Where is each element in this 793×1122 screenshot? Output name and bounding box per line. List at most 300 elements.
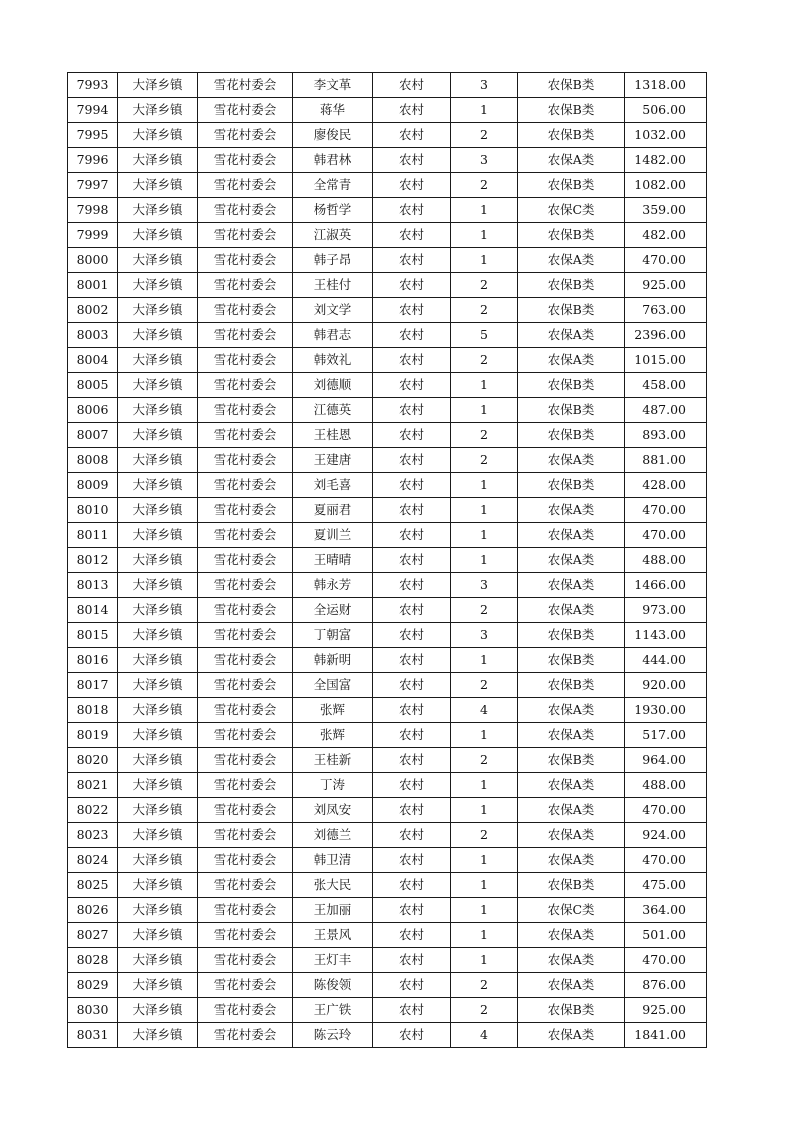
person-name-cell: 韩子昂 xyxy=(293,248,373,273)
table-row xyxy=(68,673,707,698)
amount-cell: 1082.00 xyxy=(625,173,707,198)
insurance-category-cell: 农保B类 xyxy=(518,473,625,498)
residence-type-cell: 农村 xyxy=(373,323,451,348)
record-number-cell: 8020 xyxy=(68,748,118,773)
household-count-cell: 2 xyxy=(451,973,518,998)
record-number-cell: 8029 xyxy=(68,973,118,998)
person-name-cell: 王桂新 xyxy=(293,748,373,773)
household-count-cell: 1 xyxy=(451,548,518,573)
record-number-cell: 8016 xyxy=(68,648,118,673)
amount-cell: 1143.00 xyxy=(625,623,707,648)
village-committee-cell: 雪花村委会 xyxy=(198,648,293,673)
household-count-cell: 2 xyxy=(451,673,518,698)
record-number-cell: 8006 xyxy=(68,398,118,423)
table-row xyxy=(68,798,707,823)
amount-cell: 470.00 xyxy=(625,498,707,523)
record-number-cell: 7993 xyxy=(68,73,118,98)
table-row xyxy=(68,598,707,623)
record-number-cell: 8001 xyxy=(68,273,118,298)
amount-cell: 893.00 xyxy=(625,423,707,448)
table-row xyxy=(68,773,707,798)
township-cell: 大泽乡镇 xyxy=(118,723,198,748)
insurance-category-cell: 农保A类 xyxy=(518,448,625,473)
household-count-cell: 1 xyxy=(451,523,518,548)
township-cell: 大泽乡镇 xyxy=(118,348,198,373)
record-number-cell: 8004 xyxy=(68,348,118,373)
insurance-category-cell: 农保B类 xyxy=(518,673,625,698)
residence-type-cell: 农村 xyxy=(373,998,451,1023)
table-row xyxy=(68,948,707,973)
amount-cell: 359.00 xyxy=(625,198,707,223)
insurance-category-cell: 农保A类 xyxy=(518,498,625,523)
household-count-cell: 2 xyxy=(451,173,518,198)
township-cell: 大泽乡镇 xyxy=(118,598,198,623)
amount-cell: 470.00 xyxy=(625,248,707,273)
record-number-cell: 7999 xyxy=(68,223,118,248)
person-name-cell: 王灯丰 xyxy=(293,948,373,973)
table-row xyxy=(68,448,707,473)
household-count-cell: 1 xyxy=(451,898,518,923)
person-name-cell: 韩永芳 xyxy=(293,573,373,598)
table-row xyxy=(68,198,707,223)
village-committee-cell: 雪花村委会 xyxy=(198,173,293,198)
record-number-cell: 8022 xyxy=(68,798,118,823)
residence-type-cell: 农村 xyxy=(373,648,451,673)
insurance-category-cell: 农保A类 xyxy=(518,323,625,348)
record-number-cell: 7998 xyxy=(68,198,118,223)
insurance-category-cell: 农保A类 xyxy=(518,798,625,823)
amount-cell: 470.00 xyxy=(625,948,707,973)
record-number-cell: 8014 xyxy=(68,598,118,623)
person-name-cell: 全常青 xyxy=(293,173,373,198)
household-count-cell: 1 xyxy=(451,398,518,423)
insurance-category-cell: 农保A类 xyxy=(518,923,625,948)
table-row xyxy=(68,273,707,298)
insurance-category-cell: 农保A类 xyxy=(518,723,625,748)
table-row xyxy=(68,148,707,173)
amount-cell: 517.00 xyxy=(625,723,707,748)
amount-cell: 920.00 xyxy=(625,673,707,698)
residence-type-cell: 农村 xyxy=(373,398,451,423)
village-committee-cell: 雪花村委会 xyxy=(198,1023,293,1048)
amount-cell: 364.00 xyxy=(625,898,707,923)
residence-type-cell: 农村 xyxy=(373,673,451,698)
person-name-cell: 陈云玲 xyxy=(293,1023,373,1048)
insurance-category-cell: 农保B类 xyxy=(518,373,625,398)
amount-cell: 925.00 xyxy=(625,273,707,298)
record-number-cell: 8018 xyxy=(68,698,118,723)
village-committee-cell: 雪花村委会 xyxy=(198,923,293,948)
insurance-category-cell: 农保B类 xyxy=(518,73,625,98)
amount-cell: 488.00 xyxy=(625,548,707,573)
person-name-cell: 王建唐 xyxy=(293,448,373,473)
record-number-cell: 8010 xyxy=(68,498,118,523)
record-number-cell: 7994 xyxy=(68,98,118,123)
residence-type-cell: 农村 xyxy=(373,573,451,598)
village-committee-cell: 雪花村委会 xyxy=(198,598,293,623)
township-cell: 大泽乡镇 xyxy=(118,748,198,773)
residence-type-cell: 农村 xyxy=(373,248,451,273)
person-name-cell: 王景风 xyxy=(293,923,373,948)
table-row xyxy=(68,648,707,673)
amount-cell: 470.00 xyxy=(625,523,707,548)
amount-cell: 487.00 xyxy=(625,398,707,423)
table-row xyxy=(68,548,707,573)
village-committee-cell: 雪花村委会 xyxy=(198,623,293,648)
person-name-cell: 王加丽 xyxy=(293,898,373,923)
household-count-cell: 2 xyxy=(451,998,518,1023)
person-name-cell: 韩君林 xyxy=(293,148,373,173)
household-count-cell: 3 xyxy=(451,148,518,173)
village-committee-cell: 雪花村委会 xyxy=(198,898,293,923)
amount-cell: 763.00 xyxy=(625,298,707,323)
residence-type-cell: 农村 xyxy=(373,948,451,973)
insurance-category-cell: 农保A类 xyxy=(518,1023,625,1048)
township-cell: 大泽乡镇 xyxy=(118,773,198,798)
insurance-category-cell: 农保A类 xyxy=(518,598,625,623)
village-committee-cell: 雪花村委会 xyxy=(198,548,293,573)
record-number-cell: 8002 xyxy=(68,298,118,323)
insurance-category-cell: 农保B类 xyxy=(518,223,625,248)
record-number-cell: 8015 xyxy=(68,623,118,648)
table-row xyxy=(68,898,707,923)
record-number-cell: 8021 xyxy=(68,773,118,798)
table-row xyxy=(68,698,707,723)
record-number-cell: 8000 xyxy=(68,248,118,273)
residence-type-cell: 农村 xyxy=(373,423,451,448)
village-committee-cell: 雪花村委会 xyxy=(198,973,293,998)
person-name-cell: 蒋华 xyxy=(293,98,373,123)
residence-type-cell: 农村 xyxy=(373,848,451,873)
amount-cell: 470.00 xyxy=(625,798,707,823)
insurance-category-cell: 农保B类 xyxy=(518,873,625,898)
insurance-category-cell: 农保B类 xyxy=(518,298,625,323)
village-committee-cell: 雪花村委会 xyxy=(198,823,293,848)
residence-type-cell: 农村 xyxy=(373,698,451,723)
village-committee-cell: 雪花村委会 xyxy=(198,298,293,323)
record-number-cell: 8003 xyxy=(68,323,118,348)
person-name-cell: 王广铁 xyxy=(293,998,373,1023)
township-cell: 大泽乡镇 xyxy=(118,673,198,698)
person-name-cell: 韩君志 xyxy=(293,323,373,348)
amount-cell: 482.00 xyxy=(625,223,707,248)
village-committee-cell: 雪花村委会 xyxy=(198,223,293,248)
person-name-cell: 江淑英 xyxy=(293,223,373,248)
insurance-category-cell: 农保A类 xyxy=(518,348,625,373)
amount-cell: 1032.00 xyxy=(625,123,707,148)
person-name-cell: 刘德顺 xyxy=(293,373,373,398)
table-row xyxy=(68,473,707,498)
table-row xyxy=(68,398,707,423)
township-cell: 大泽乡镇 xyxy=(118,198,198,223)
insurance-category-cell: 农保A类 xyxy=(518,523,625,548)
household-count-cell: 1 xyxy=(451,873,518,898)
amount-cell: 506.00 xyxy=(625,98,707,123)
village-committee-cell: 雪花村委会 xyxy=(198,248,293,273)
table-row xyxy=(68,98,707,123)
village-committee-cell: 雪花村委会 xyxy=(198,848,293,873)
residence-type-cell: 农村 xyxy=(373,598,451,623)
village-committee-cell: 雪花村委会 xyxy=(198,748,293,773)
record-number-cell: 8013 xyxy=(68,573,118,598)
insurance-category-cell: 农保B类 xyxy=(518,273,625,298)
village-committee-cell: 雪花村委会 xyxy=(198,273,293,298)
residence-type-cell: 农村 xyxy=(373,148,451,173)
village-committee-cell: 雪花村委会 xyxy=(198,873,293,898)
household-count-cell: 2 xyxy=(451,598,518,623)
residence-type-cell: 农村 xyxy=(373,973,451,998)
amount-cell: 1015.00 xyxy=(625,348,707,373)
household-count-cell: 3 xyxy=(451,573,518,598)
amount-cell: 876.00 xyxy=(625,973,707,998)
village-committee-cell: 雪花村委会 xyxy=(198,673,293,698)
village-committee-cell: 雪花村委会 xyxy=(198,198,293,223)
insurance-category-cell: 农保A类 xyxy=(518,148,625,173)
table-row xyxy=(68,323,707,348)
village-committee-cell: 雪花村委会 xyxy=(198,473,293,498)
amount-cell: 470.00 xyxy=(625,848,707,873)
village-committee-cell: 雪花村委会 xyxy=(198,998,293,1023)
table-row xyxy=(68,623,707,648)
township-cell: 大泽乡镇 xyxy=(118,73,198,98)
household-count-cell: 1 xyxy=(451,373,518,398)
residence-type-cell: 农村 xyxy=(373,873,451,898)
township-cell: 大泽乡镇 xyxy=(118,323,198,348)
record-number-cell: 8027 xyxy=(68,923,118,948)
residence-type-cell: 农村 xyxy=(373,498,451,523)
record-number-cell: 8019 xyxy=(68,723,118,748)
township-cell: 大泽乡镇 xyxy=(118,573,198,598)
township-cell: 大泽乡镇 xyxy=(118,848,198,873)
village-committee-cell: 雪花村委会 xyxy=(198,323,293,348)
record-number-cell: 8017 xyxy=(68,673,118,698)
township-cell: 大泽乡镇 xyxy=(118,473,198,498)
amount-cell: 964.00 xyxy=(625,748,707,773)
household-count-cell: 2 xyxy=(451,348,518,373)
person-name-cell: 张大民 xyxy=(293,873,373,898)
amount-cell: 501.00 xyxy=(625,923,707,948)
village-committee-cell: 雪花村委会 xyxy=(198,698,293,723)
township-cell: 大泽乡镇 xyxy=(118,898,198,923)
insurance-category-cell: 农保A类 xyxy=(518,973,625,998)
household-count-cell: 2 xyxy=(451,823,518,848)
village-committee-cell: 雪花村委会 xyxy=(198,498,293,523)
village-committee-cell: 雪花村委会 xyxy=(198,798,293,823)
village-committee-cell: 雪花村委会 xyxy=(198,948,293,973)
person-name-cell: 丁朝富 xyxy=(293,623,373,648)
village-committee-cell: 雪花村委会 xyxy=(198,723,293,748)
insurance-category-cell: 农保A类 xyxy=(518,848,625,873)
insurance-category-cell: 农保B类 xyxy=(518,623,625,648)
insurance-category-cell: 农保B类 xyxy=(518,398,625,423)
residence-type-cell: 农村 xyxy=(373,798,451,823)
person-name-cell: 张辉 xyxy=(293,723,373,748)
township-cell: 大泽乡镇 xyxy=(118,98,198,123)
township-cell: 大泽乡镇 xyxy=(118,798,198,823)
village-committee-cell: 雪花村委会 xyxy=(198,448,293,473)
amount-cell: 1482.00 xyxy=(625,148,707,173)
township-cell: 大泽乡镇 xyxy=(118,648,198,673)
household-count-cell: 2 xyxy=(451,448,518,473)
residence-type-cell: 农村 xyxy=(373,123,451,148)
table-row xyxy=(68,73,707,98)
record-number-cell: 8011 xyxy=(68,523,118,548)
person-name-cell: 杨哲学 xyxy=(293,198,373,223)
person-name-cell: 刘凤安 xyxy=(293,798,373,823)
township-cell: 大泽乡镇 xyxy=(118,448,198,473)
household-count-cell: 5 xyxy=(451,323,518,348)
table-row xyxy=(68,498,707,523)
township-cell: 大泽乡镇 xyxy=(118,548,198,573)
insurance-category-cell: 农保B类 xyxy=(518,648,625,673)
record-number-cell: 8012 xyxy=(68,548,118,573)
person-name-cell: 韩卫清 xyxy=(293,848,373,873)
residence-type-cell: 农村 xyxy=(373,523,451,548)
household-count-cell: 1 xyxy=(451,773,518,798)
insurance-category-cell: 农保A类 xyxy=(518,573,625,598)
amount-cell: 924.00 xyxy=(625,823,707,848)
record-number-cell: 8028 xyxy=(68,948,118,973)
household-count-cell: 2 xyxy=(451,273,518,298)
village-committee-cell: 雪花村委会 xyxy=(198,373,293,398)
insurance-category-cell: 农保A类 xyxy=(518,248,625,273)
table-row xyxy=(68,848,707,873)
village-committee-cell: 雪花村委会 xyxy=(198,573,293,598)
village-committee-cell: 雪花村委会 xyxy=(198,98,293,123)
table-row xyxy=(68,723,707,748)
table-row xyxy=(68,423,707,448)
township-cell: 大泽乡镇 xyxy=(118,523,198,548)
township-cell: 大泽乡镇 xyxy=(118,923,198,948)
table-row xyxy=(68,373,707,398)
record-number-cell: 7997 xyxy=(68,173,118,198)
residence-type-cell: 农村 xyxy=(373,298,451,323)
record-number-cell: 8009 xyxy=(68,473,118,498)
residence-type-cell: 农村 xyxy=(373,923,451,948)
amount-cell: 1930.00 xyxy=(625,698,707,723)
person-name-cell: 张辉 xyxy=(293,698,373,723)
township-cell: 大泽乡镇 xyxy=(118,823,198,848)
record-number-cell: 8008 xyxy=(68,448,118,473)
insurance-category-cell: 农保B类 xyxy=(518,998,625,1023)
township-cell: 大泽乡镇 xyxy=(118,223,198,248)
amount-cell: 1841.00 xyxy=(625,1023,707,1048)
village-committee-cell: 雪花村委会 xyxy=(198,148,293,173)
village-committee-cell: 雪花村委会 xyxy=(198,348,293,373)
amount-cell: 2396.00 xyxy=(625,323,707,348)
household-count-cell: 1 xyxy=(451,98,518,123)
person-name-cell: 刘毛喜 xyxy=(293,473,373,498)
residence-type-cell: 农村 xyxy=(373,223,451,248)
village-committee-cell: 雪花村委会 xyxy=(198,423,293,448)
person-name-cell: 韩效礼 xyxy=(293,348,373,373)
household-count-cell: 3 xyxy=(451,623,518,648)
residence-type-cell: 农村 xyxy=(373,73,451,98)
township-cell: 大泽乡镇 xyxy=(118,398,198,423)
insurance-category-cell: 农保B类 xyxy=(518,98,625,123)
household-count-cell: 3 xyxy=(451,73,518,98)
insurance-category-cell: 农保B类 xyxy=(518,173,625,198)
record-number-cell: 8007 xyxy=(68,423,118,448)
township-cell: 大泽乡镇 xyxy=(118,423,198,448)
residence-type-cell: 农村 xyxy=(373,773,451,798)
insurance-category-cell: 农保B类 xyxy=(518,123,625,148)
amount-cell: 925.00 xyxy=(625,998,707,1023)
table-row xyxy=(68,123,707,148)
table-row xyxy=(68,1023,707,1048)
residence-type-cell: 农村 xyxy=(373,373,451,398)
table-row xyxy=(68,173,707,198)
township-cell: 大泽乡镇 xyxy=(118,948,198,973)
residence-type-cell: 农村 xyxy=(373,198,451,223)
household-count-cell: 1 xyxy=(451,198,518,223)
township-cell: 大泽乡镇 xyxy=(118,1023,198,1048)
person-name-cell: 王晴晴 xyxy=(293,548,373,573)
person-name-cell: 韩新明 xyxy=(293,648,373,673)
amount-cell: 488.00 xyxy=(625,773,707,798)
table-row xyxy=(68,573,707,598)
person-name-cell: 夏训兰 xyxy=(293,523,373,548)
township-cell: 大泽乡镇 xyxy=(118,123,198,148)
person-name-cell: 王桂恩 xyxy=(293,423,373,448)
record-number-cell: 7996 xyxy=(68,148,118,173)
record-number-cell: 8031 xyxy=(68,1023,118,1048)
amount-cell: 444.00 xyxy=(625,648,707,673)
township-cell: 大泽乡镇 xyxy=(118,698,198,723)
residence-type-cell: 农村 xyxy=(373,98,451,123)
table-row xyxy=(68,298,707,323)
person-name-cell: 刘文学 xyxy=(293,298,373,323)
record-number-cell: 8026 xyxy=(68,898,118,923)
insurance-category-cell: 农保C类 xyxy=(518,898,625,923)
household-count-cell: 2 xyxy=(451,298,518,323)
record-number-cell: 8025 xyxy=(68,873,118,898)
household-count-cell: 1 xyxy=(451,923,518,948)
table-row xyxy=(68,248,707,273)
amount-cell: 475.00 xyxy=(625,873,707,898)
record-number-cell: 8030 xyxy=(68,998,118,1023)
insurance-category-cell: 农保A类 xyxy=(518,948,625,973)
insurance-category-cell: 农保A类 xyxy=(518,823,625,848)
amount-cell: 458.00 xyxy=(625,373,707,398)
person-name-cell: 全运财 xyxy=(293,598,373,623)
amount-cell: 428.00 xyxy=(625,473,707,498)
insurance-category-cell: 农保B类 xyxy=(518,423,625,448)
township-cell: 大泽乡镇 xyxy=(118,173,198,198)
person-name-cell: 陈俊领 xyxy=(293,973,373,998)
insurance-category-cell: 农保C类 xyxy=(518,198,625,223)
residence-type-cell: 农村 xyxy=(373,473,451,498)
table-row xyxy=(68,998,707,1023)
amount-cell: 1466.00 xyxy=(625,573,707,598)
household-count-cell: 1 xyxy=(451,248,518,273)
village-committee-cell: 雪花村委会 xyxy=(198,523,293,548)
household-count-cell: 1 xyxy=(451,848,518,873)
table-row xyxy=(68,873,707,898)
household-count-cell: 4 xyxy=(451,698,518,723)
record-number-cell: 7995 xyxy=(68,123,118,148)
table-row xyxy=(68,748,707,773)
table-row xyxy=(68,348,707,373)
insurance-category-cell: 农保A类 xyxy=(518,548,625,573)
household-count-cell: 2 xyxy=(451,423,518,448)
residence-type-cell: 农村 xyxy=(373,1023,451,1048)
township-cell: 大泽乡镇 xyxy=(118,373,198,398)
amount-cell: 1318.00 xyxy=(625,73,707,98)
township-cell: 大泽乡镇 xyxy=(118,998,198,1023)
table-row xyxy=(68,523,707,548)
person-name-cell: 廖俊民 xyxy=(293,123,373,148)
